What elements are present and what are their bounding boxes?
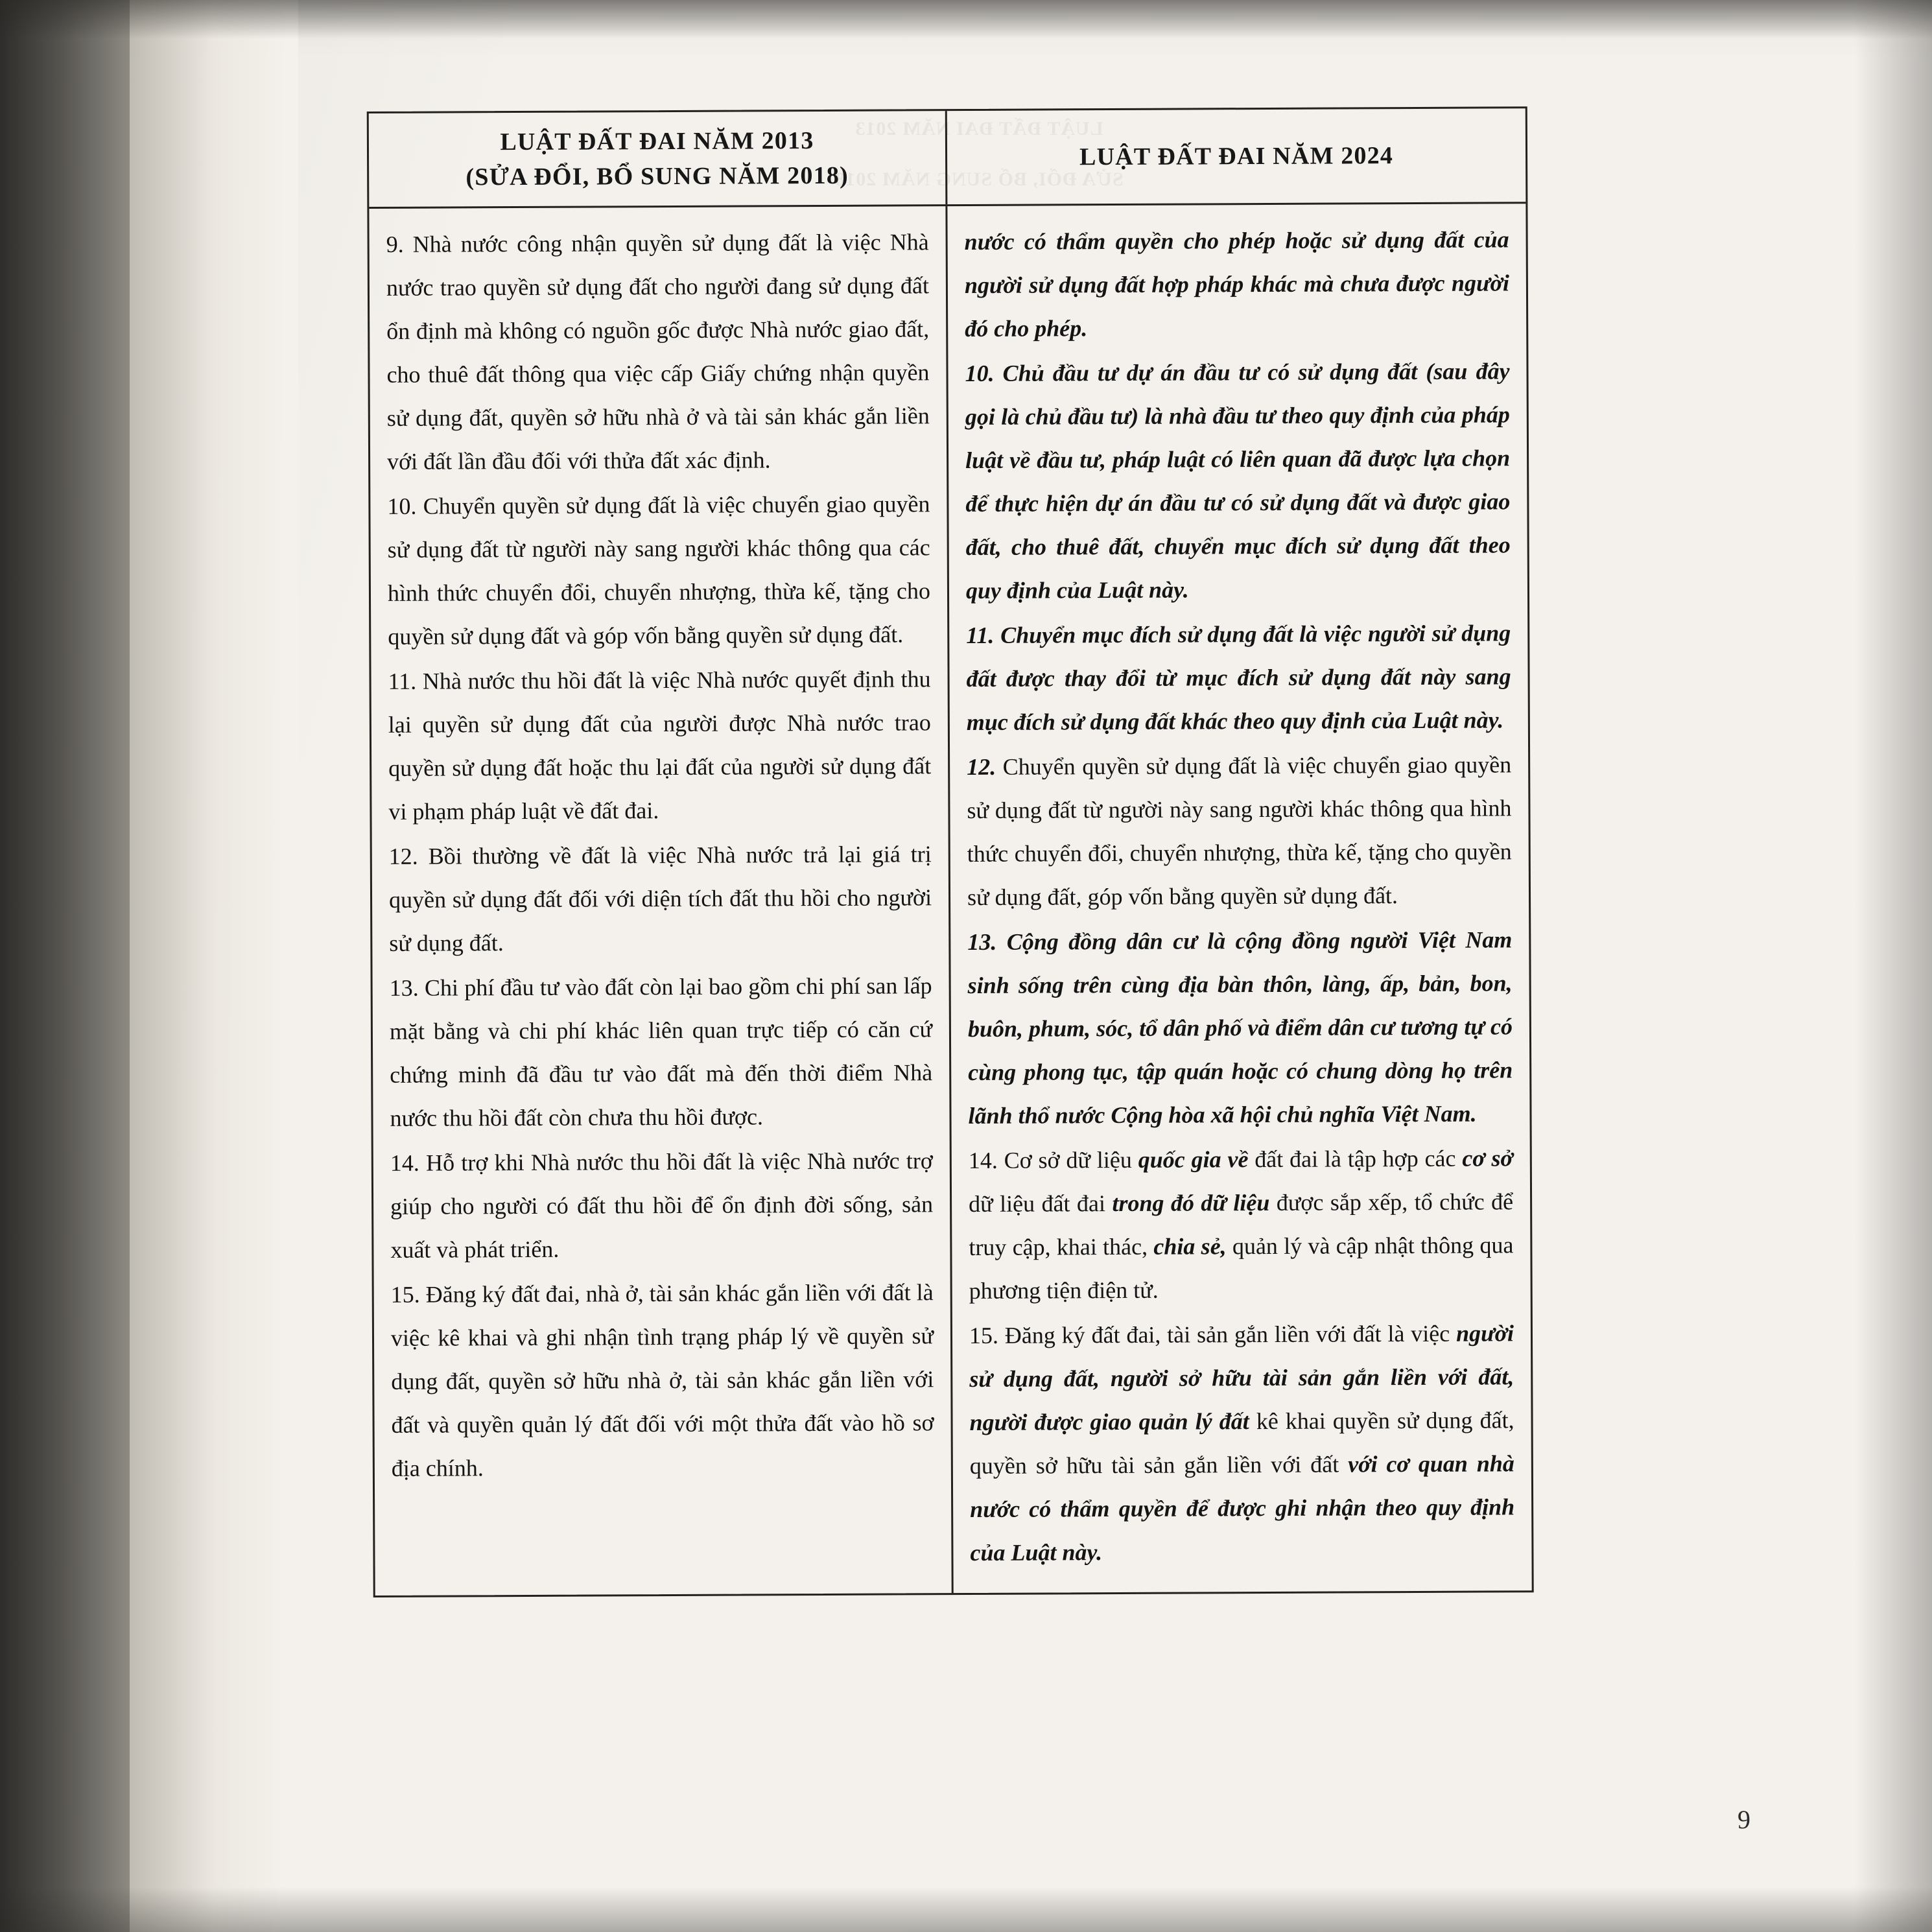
paragraph-2024-11: 11. Chuyển mục đích sử dụng đất là việc người sử dụng đất được thay đổi từ mục đích sử dụng đất này sang mục đích sử dụng đất khác theo quy định của Luật này. (966, 620, 1511, 736)
top-edge-shadow (0, 0, 1932, 39)
paragraph-2013-9: 9. Nhà nước công nhận quyền sử dụng đất là việc Nhà nước trao quyền sử dụng đất cho người đang sử dụng đất ổn định mà không có nguồn gốc được Nhà nước giao đất, cho thuê đất thông qua việc cấp Giấy chứng nhận quyền sử dụng đất, quyền sở hữu nhà ở và tài sản khác gắn liền với đất lần đầu đối với thửa đất xác định. (386, 229, 930, 475)
header-2024-line1: LUẬT ĐẤT ĐAI NĂM 2024 (1079, 142, 1394, 171)
header-cell-law-2024 (947, 108, 1526, 204)
book-spine-dark (0, 0, 130, 1932)
table-body-row (369, 204, 1531, 1596)
paragraph-2024-12-text: Chuyển quyền sử dụng đất là việc chuyển giao quyền sử dụng đất từ người này sang người khác thông qua hình thức chuyển đổi, chuyển nhượng, thừa kế, tặng cho quyền sử dụng đất, góp vốn bằng quyền sử dụng đất. (967, 751, 1512, 911)
paragraph-2013-15: 15. Đăng ký đất đai, nhà ở, tài sản khác gắn liền với đất là việc kê khai và ghi nhận tình trạng pháp lý về quyền sử dụng đất, quyền sở hữu nhà ở, tài sản khác gắn liền với đất và quyền quản lý đất đối với một thửa đất vào hồ sơ địa chính. (390, 1279, 934, 1481)
paragraph-2013-10: 10. Chuyển quyền sử dụng đất là việc chuyển giao quyền sử dụng đất từ người này sang người khác thông qua các hình thức chuyển đổi, chuyển nhượng, thừa kế, tặng cho quyền sử dụng đất và góp vốn bằng quyền sử dụng đất. (387, 491, 931, 650)
comparison-table (367, 106, 1534, 1597)
column-law-2013 (369, 206, 953, 1596)
table-header-row (369, 108, 1526, 209)
right-edge-shadow (1854, 0, 1932, 1932)
paragraph-2013-12: 12. Bồi thường về đất là việc Nhà nước trả lại giá trị quyền sử dụng đất đối với diện tích đất thu hồi cho người sử dụng đất. (388, 841, 932, 956)
page-number: 9 (1738, 1805, 1750, 1834)
header-cell-law-2013 (369, 111, 948, 207)
paragraph-2024-continued: nước có thẩm quyền cho phép hoặc sử dụng đất của người sử dụng đất hợp pháp khác mà chưa được người đó cho phép. (964, 226, 1509, 342)
header-2013-line2: (SỬA ĐỔI, BỔ SUNG NĂM 2018) (465, 161, 849, 191)
paragraph-2024-12 (967, 743, 1512, 919)
paragraph-2024-14: 14. Cơ sở dữ liệu quốc gia về đất đai là tập hợp các cơ sở dữ liệu đất đai trong đó dữ liệu được sắp xếp, tổ chức để truy cập, khai thác, chia sẻ, quản lý và cập nhật thông qua phương tiện điện tử. (968, 1145, 1514, 1304)
paragraph-2013-13: 13. Chi phí đầu tư vào đất còn lại bao gồm chi phí san lấp mặt bằng và chi phí khác liên quan trực tiếp có căn cứ chứng minh đã đầu tư vào đất mà đến thời điểm Nhà nước thu hồi đất còn chưa thu hồi được. (389, 972, 933, 1131)
paragraph-2024-13: 13. Cộng đồng dân cư là cộng đồng người Việt Nam sinh sống trên cùng địa bàn thôn, làng, ấp, bản, bon, buôn, phum, sóc, tổ dân phố và điểm dân cư tương tự có cùng phong tục, tập quán hoặc có chung dòng họ trên lãnh thổ nước Cộng hòa xã hội chủ nghĩa Việt Nam. (967, 926, 1513, 1129)
paragraph-2024-12-number: 12. (967, 753, 996, 781)
column-law-2024 (947, 204, 1531, 1593)
bottom-edge-shadow (0, 1887, 1932, 1932)
header-2013-line1: LUẬT ĐẤT ĐAI NĂM 2013 (500, 127, 814, 156)
page-showthrough: LUẬT ĐẤT ĐAI NĂM 2013 SỬA ĐỔI, BỔ SUNG NĂM 2018 (834, 118, 1124, 190)
paragraph-2013-11: 11. Nhà nước thu hồi đất là việc Nhà nước quyết định thu lại quyền sử dụng đất của người được Nhà nước trao quyền sử dụng đất hoặc thu lại đất của người sử dụng đất vi phạm pháp luật về đất đai. (388, 666, 932, 825)
paragraph-2013-14: 14. Hỗ trợ khi Nhà nước thu hồi đất là việc Nhà nước trợ giúp cho người có đất thu hồi để ổn định đời sống, sản xuất và phát triển. (390, 1148, 934, 1263)
paragraph-2024-15: 15. Đăng ký đất đai, tài sản gắn liền với đất là việc người sử dụng đất, người sở hữu tài sản gắn liền với đất, người được giao quản lý đất kê khai quyền sử dụng đất, quyền sở hữu tài sản gắn liền với đất với cơ quan nhà nước có thẩm quyền để được ghi nhận theo quy định của Luật này. (969, 1320, 1515, 1566)
paragraph-2024-10: 10. Chủ đầu tư dự án đầu tư có sử dụng đất (sau đây gọi là chủ đầu tư) là nhà đầu tư theo quy định của pháp luật về đầu tư, pháp luật có liên quan đã được lựa chọn để thực hiện dự án đầu tư có sử dụng đất và được giao đất, cho thuê đất, chuyển mục đích sử dụng đất theo quy định của Luật này. (965, 358, 1511, 604)
